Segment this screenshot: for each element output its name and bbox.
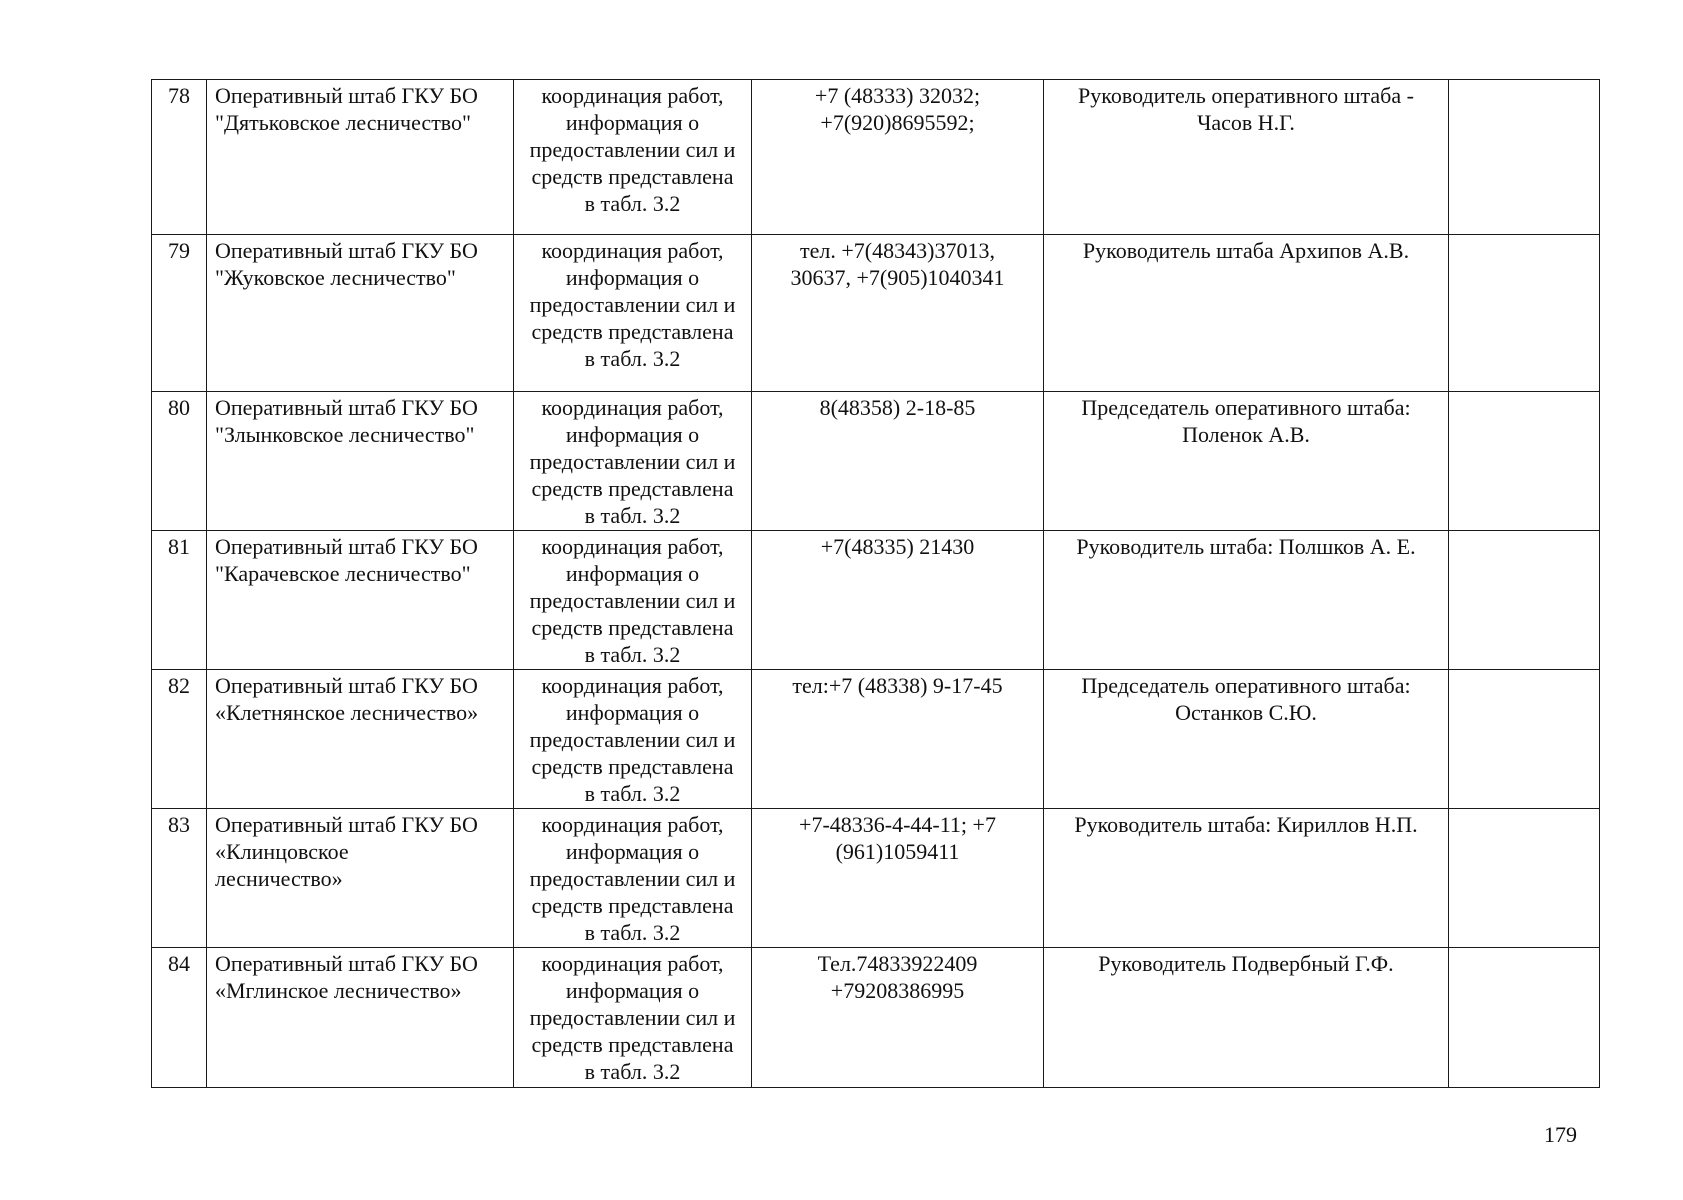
head-person-cell-line: Руководитель Подвербный Г.Ф. [1098, 951, 1394, 976]
coordination-info-cell-line: средств представлена [531, 164, 734, 189]
headquarters-name-cell-line: Оперативный штаб ГКУ БО [215, 395, 478, 420]
headquarters-name-cell [207, 80, 514, 235]
coordination-info-cell-line: предоставлении сил и [529, 137, 736, 162]
table-row [152, 392, 1600, 531]
coordination-info-cell-line: координация работ, [541, 238, 724, 263]
head-person-cell [1044, 235, 1449, 392]
empty-cell [1449, 80, 1600, 235]
headquarters-name-cell [207, 670, 514, 809]
coordination-info-cell-line: координация работ, [541, 812, 724, 837]
coordination-info-cell-line: координация работ, [541, 395, 724, 420]
headquarters-name-cell-line: "Злынковское лесничество" [215, 422, 475, 447]
coordination-info-cell-line: средств представлена [531, 1032, 734, 1057]
head-person-cell-line: Руководитель оперативного штаба - [1078, 83, 1414, 108]
head-person-cell-line: Председатель оперативного штаба: [1081, 673, 1411, 698]
head-person-cell-line: Председатель оперативного штаба: [1081, 395, 1411, 420]
coordination-info-cell-line: в табл. 3.2 [584, 642, 681, 667]
headquarters-table [151, 79, 1600, 1088]
headquarters-name-cell-line: Оперативный штаб ГКУ БО [215, 83, 478, 108]
coordination-info-cell-line: в табл. 3.2 [584, 191, 681, 216]
row-number-cell: 78 [152, 80, 207, 235]
coordination-info-cell-line: информация о [565, 561, 700, 586]
table-row [152, 670, 1600, 809]
coordination-info-cell-line: координация работ, [541, 951, 724, 976]
phone-cell-line: тел:+7 (48338) 9-17-45 [792, 673, 1003, 698]
coordination-info-cell-line: информация о [565, 700, 700, 725]
coordination-info-cell-line: предоставлении сил и [529, 292, 736, 317]
phone-cell [752, 392, 1044, 531]
phone-cell-line: тел. +7(48343)37013, [800, 238, 995, 263]
coordination-info-cell-line: в табл. 3.2 [584, 920, 681, 945]
table-row [152, 235, 1600, 392]
headquarters-name-cell-line: «Мглинское лесничество» [215, 978, 462, 1003]
head-person-cell-line: Руководитель штаба: Полшков А. Е. [1076, 534, 1416, 559]
page-number: 179 [1544, 1122, 1577, 1147]
table-row [152, 531, 1600, 670]
coordination-info-cell-line: предоставлении сил и [529, 1005, 736, 1030]
headquarters-name-cell-line: Оперативный штаб ГКУ БО [215, 534, 478, 559]
headquarters-name-cell [207, 392, 514, 531]
table-row [152, 809, 1600, 948]
coordination-info-cell-line: информация о [565, 110, 700, 135]
headquarters-name-cell-line: "Дятьковское лесничество" [215, 110, 472, 135]
phone-cell-line: +79208386995 [830, 978, 965, 1003]
coordination-info-cell-line: предоставлении сил и [529, 866, 736, 891]
empty-cell [1449, 670, 1600, 809]
headquarters-name-cell-line: лесничество» [215, 866, 343, 891]
phone-cell [752, 235, 1044, 392]
row-number-cell: 79 [152, 235, 207, 392]
phone-cell-line: +7-48336-4-44-11; +7 [799, 812, 996, 837]
head-person-cell-line: Руководитель штаба: Кириллов Н.П. [1074, 812, 1418, 837]
coordination-info-cell-line: предоставлении сил и [529, 449, 736, 474]
headquarters-name-cell-line: «Клетнянское лесничество» [215, 700, 479, 725]
head-person-cell-line: Руководитель штаба Архипов А.В. [1082, 238, 1410, 263]
head-person-cell [1044, 948, 1449, 1088]
phone-cell [752, 531, 1044, 670]
table-body [152, 80, 1600, 1088]
phone-cell-line: (961)1059411 [835, 839, 960, 864]
coordination-info-cell-line: средств представлена [531, 319, 734, 344]
row-number-cell: 80 [152, 392, 207, 531]
headquarters-name-cell [207, 809, 514, 948]
phone-cell [752, 80, 1044, 235]
table-row [152, 948, 1600, 1088]
coordination-info-cell-line: информация о [565, 265, 700, 290]
coordination-info-cell-line: предоставлении сил и [529, 588, 736, 613]
coordination-info-cell-line: средств представлена [531, 754, 734, 779]
headquarters-name-cell-line: "Карачевское лесничество" [215, 561, 471, 586]
empty-cell [1449, 531, 1600, 670]
head-person-cell-line: Поленок А.В. [1182, 422, 1310, 447]
coordination-info-cell-line: координация работ, [541, 673, 724, 698]
headquarters-name-cell [207, 531, 514, 670]
row-number-cell: 81 [152, 531, 207, 670]
coordination-info-cell [514, 670, 752, 809]
phone-cell [752, 809, 1044, 948]
coordination-info-cell [514, 235, 752, 392]
headquarters-name-cell [207, 235, 514, 392]
head-person-cell [1044, 670, 1449, 809]
phone-cell-line: 8(48358) 2-18-85 [819, 395, 976, 420]
coordination-info-cell-line: координация работ, [541, 83, 724, 108]
headquarters-name-cell-line: Оперативный штаб ГКУ БО [215, 812, 478, 837]
headquarters-name-cell-line: Оперативный штаб ГКУ БО [215, 238, 478, 263]
coordination-info-cell [514, 531, 752, 670]
phone-cell [752, 670, 1044, 809]
empty-cell [1449, 809, 1600, 948]
head-person-cell-line: Часов Н.Г. [1197, 110, 1295, 135]
head-person-cell-line: Останков С.Ю. [1175, 700, 1317, 725]
row-number-cell: 84 [152, 948, 207, 1088]
empty-cell [1449, 235, 1600, 392]
phone-cell-line: +7(920)8695592; [820, 110, 975, 135]
coordination-info-cell [514, 948, 752, 1088]
row-number-cell: 83 [152, 809, 207, 948]
coordination-info-cell-line: в табл. 3.2 [584, 346, 681, 371]
head-person-cell [1044, 80, 1449, 235]
table-row [152, 80, 1600, 235]
headquarters-name-cell-line: "Жуковское лесничество" [215, 265, 456, 290]
coordination-info-cell-line: информация о [565, 978, 700, 1003]
head-person-cell [1044, 531, 1449, 670]
headquarters-name-cell [207, 948, 514, 1088]
phone-cell-line: +7(48335) 21430 [820, 534, 975, 559]
coordination-info-cell [514, 392, 752, 531]
coordination-info-cell-line: средств представлена [531, 476, 734, 501]
coordination-info-cell-line: информация о [565, 839, 700, 864]
empty-cell [1449, 948, 1600, 1088]
head-person-cell [1044, 392, 1449, 531]
coordination-info-cell [514, 809, 752, 948]
phone-cell-line: 30637, +7(905)1040341 [790, 265, 1005, 290]
coordination-info-cell-line: в табл. 3.2 [584, 1059, 681, 1084]
coordination-info-cell-line: координация работ, [541, 534, 724, 559]
coordination-info-cell [514, 80, 752, 235]
phone-cell-line: +7 (48333) 32032; [814, 83, 981, 108]
coordination-info-cell-line: в табл. 3.2 [584, 781, 681, 806]
coordination-info-cell-line: средств представлена [531, 893, 734, 918]
coordination-info-cell-line: средств представлена [531, 615, 734, 640]
row-number-cell: 82 [152, 670, 207, 809]
headquarters-name-cell-line: Оперативный штаб ГКУ БО [215, 673, 478, 698]
phone-cell [752, 948, 1044, 1088]
coordination-info-cell-line: в табл. 3.2 [584, 503, 681, 528]
head-person-cell [1044, 809, 1449, 948]
headquarters-name-cell-line: «Клинцовское [215, 839, 349, 864]
headquarters-name-cell-line: Оперативный штаб ГКУ БО [215, 951, 478, 976]
coordination-info-cell-line: информация о [565, 422, 700, 447]
empty-cell [1449, 392, 1600, 531]
coordination-info-cell-line: предоставлении сил и [529, 727, 736, 752]
phone-cell-line: Тел.74833922409 [817, 951, 978, 976]
